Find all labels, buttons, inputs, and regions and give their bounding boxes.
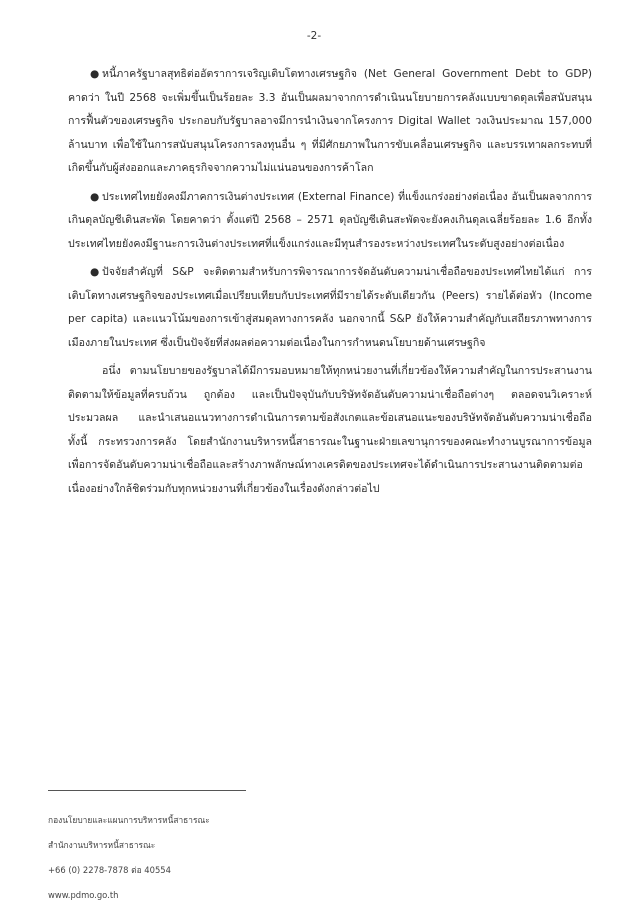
bullet-text: ปัจจัยสำคัญที่ S&P จะติดตามสำหรับการพิจารณาการจัดอันดับความน่าเชื่อถือของประเทศไทยได้แก่ การเติบโตทางเศรษฐกิจของประเทศเมื่อเปรียบเทียบกับประเทศที่มีรายได้ระดับเดียวกัน (Peers) รายได้ต่อหัว (Income per capita) และแนวโน้มของการเข้าสู่สมดุลทางการคลัง นอกจากนี้ S&P ยังให้ความสำคัญกับเสถียรภาพทางการเมืองภายในประเทศ ซึ่งเป็นปัจจัยที่ส่งผลต่อความต่อเนื่องในการกำหนดนโยบายด้านเศรษฐกิจ: [68, 266, 592, 349]
page-number: -2-: [306, 30, 322, 42]
bullet-paragraph-key-factors: [68, 261, 592, 355]
bullet-paragraph-debt: [68, 63, 592, 181]
footer-divider: [48, 790, 246, 791]
footer-department: กองนโยบายและแผนการบริหารหนี้สาธารณะ: [48, 815, 210, 825]
footer: [48, 808, 210, 908]
closing-paragraph: อนึ่ง ตามนโยบายของรัฐบาลได้มีการมอบหมายให้ทุกหน่วยงานที่เกี่ยวข้องให้ความสำคัญในการประสานงานติดตามให้ข้อมูลที่ครบถ้วน ถูกต้อง และเป็นปัจจุบันกับบริษัทจัดอันดับความน่าเชื่อถือต่างๆ ตลอดจนวิเคราะห์ ประมวลผล และนำเสนอแนวทางการดำเนินการตามข้อสังเกตและข้อเสนอแนะของบริษัทจัดอันดับความน่าเชื่อถือ ทั้งนี้ กระทรวงการคลัง โดยสำนักงานบริหารหนี้สาธารณะในฐานะฝ่ายเลขานุการของคณะทำงานบูรณาการข้อมูลเพื่อการจัดอันดับความน่าเชื่อถือและสร้างภาพลักษณ์ทางเครดิตของประเทศจะได้ดำเนินการประสานงานติดตามต่อเนื่องอย่างใกล้ชิดร่วมกับทุกหน่วยงานที่เกี่ยวข้องในเรื่องดังกล่าวต่อไป: [68, 365, 592, 495]
footer-office: สำนักงานบริหารหนี้สาธารณะ: [48, 840, 156, 850]
bullet-icon: ●: [90, 190, 100, 203]
bullet-text: หนี้ภาครัฐบาลสุทธิต่ออัตราการเจริญเติบโตทางเศรษฐกิจ (Net General Government Debt to GDP) คาดว่า ในปี 2568 จะเพิ่มขึ้นเป็นร้อยละ 3.3 อันเป็นผลมาจากการดำเนินนโยบายการคลังแบบขาดดุลเพื่อสนับสนุนการฟื้นตัวของเศรษฐกิจ ประกอบกับรัฐบาลอาจมีการนำเงินจากโครงการ Digital Wallet วงเงินประมาณ 157,000 ล้านบาท เพื่อใช้ในการสนับสนุนโครงการลงทุนอื่น ๆ ที่มีศักยภาพในการขับเคลื่อนเศรษฐกิจ และบรรเทาผลกระทบที่เกิดขึ้นกับผู้ส่งออกและภาคธุรกิจจากความไม่แน่นอนของการค้าโลก: [68, 68, 592, 174]
document-body: [68, 63, 592, 501]
bullet-paragraph-external-finance: [68, 186, 592, 257]
bullet-icon: ●: [90, 266, 100, 278]
bullet-icon: ●: [90, 68, 100, 80]
bullet-text: ประเทศไทยยังคงมีภาคการเงินต่างประเทศ (External Finance) ที่แข็งแกร่งอย่างต่อเนื่อง อันเป็นผลจากการเกินดุลบัญชีเดินสะพัด โดยคาดว่า ตั้งแต่ปี 2568 – 2571 ดุลบัญชีเดินสะพัดจะยังคงเกินดุลเฉลี่ยร้อยละ 1.6 อีกทั้งประเทศไทยยังคงมีฐานะการเงินต่างประเทศที่แข็งแกร่งและมีทุนสำรองระหว่างประเทศในระดับสูงอย่างต่อเนื่อง: [68, 190, 592, 250]
footer-phone: +66 (0) 2278-7878 ต่อ 40554: [48, 865, 171, 875]
footer-website[interactable]: www.pdmo.go.th: [48, 890, 119, 900]
